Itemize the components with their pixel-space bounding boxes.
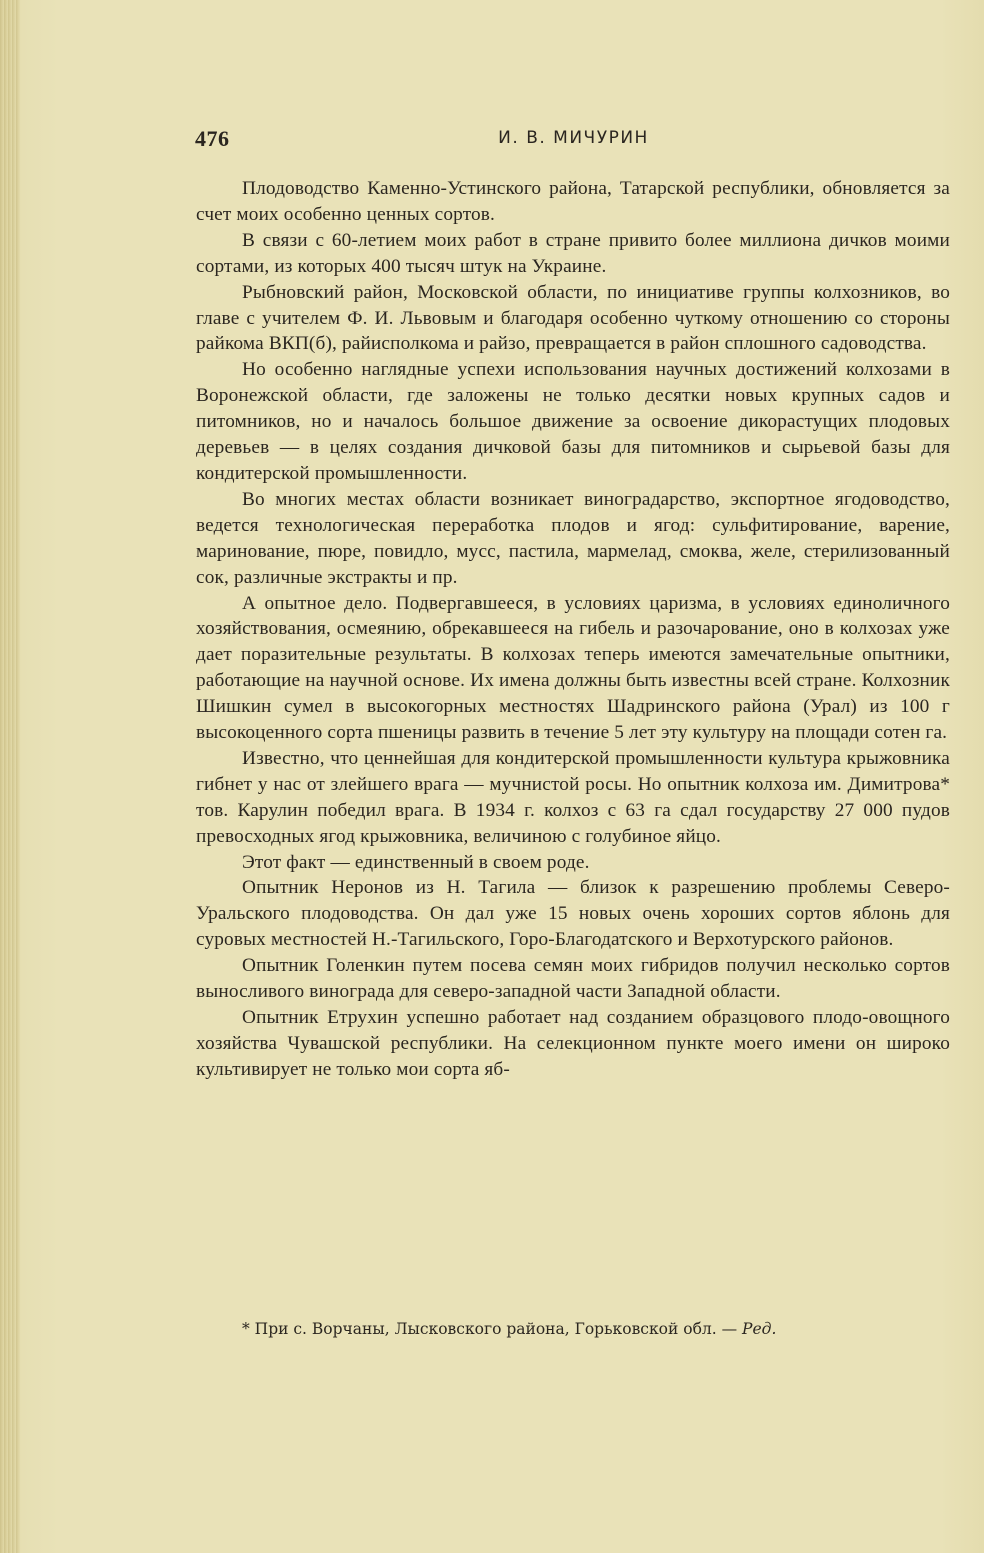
page-header (195, 122, 952, 156)
paragraph: Рыбновский район, Московской области, по инициативе группы колхозников, во главе с учителем Ф. И. Львовым и благодаря особенно чуткому отношению со стороны райкома ВКП(б), райисполкома и райзо, превращается в район сплошного садоводства. (196, 281, 950, 355)
paragraph: Опытник Неронов из Н. Тагила — близок к разрешению проблемы Северо-Уральского плодоводства. Он дал уже 15 новых очень хороших сортов яблонь для суровых местностей Н.-Тагильского, Горо-Благодатского и Верхотурского районов. (196, 877, 950, 951)
paragraph: Во многих местах области возникает виноградарство, экспортное ягодоводство, ведется технологическая переработка плодов и ягод: сульфитирование, варение, маринование, пюре, повидло, мусс, пастила, мармелад, смоква, желе, стерилизованный сок, различные экстракты и пр. (196, 488, 950, 588)
paragraph: Этот факт — единственный в своем роде. (242, 851, 590, 873)
paragraph: А опытное дело. Подвергавшееся, в условиях царизма, в условиях единоличного хозяйствования, осмеянию, обрекавшееся на гибель и разочарование, оно в колхозах уже дает поразительные результаты. В колхозах теперь имеются замечательные опытники, работающие на научной основе. Их имена должны быть известны всей стране. Колхозник Шишкин сумел в высокогорных местностях Шадринского района (Урал) из 100 г высокоценного сорта пшеницы развить в течение 5 лет эту культуру на площади сотен га. (196, 592, 950, 744)
body-text (196, 176, 950, 1083)
footnote (196, 1318, 950, 1340)
page-edge-shadow (0, 0, 20, 1553)
footnote-text: * При с. Ворчаны, Лысковского района, Горьковской обл. — (242, 1320, 743, 1338)
paragraph: Но особенно наглядные успехи использования научных достижений колхозами в Воронежской области, где заложены не только десятки новых крупных садов и питомников, но и началось большое движение за освоение дикорастущих плодовых деревьев — в целях создания дичковой базы для питомников и сырьевой базы для кондитерской промышленности. (196, 359, 950, 484)
paragraph: В связи с 60-летием моих работ в стране привито более миллиона дичков моими сортами, из которых 400 тысяч штук на Украине. (196, 229, 950, 277)
paragraph: Известно, что ценнейшая для кондитерской промышленности культура крыжовника гибнет у нас от злейшего врага — мучнистой росы. Но опытник колхоза им. Димитрова* тов. Карулин победил врага. В 1934 г. колхоз с 63 га сдал государству 27 000 пудов превосходных ягод крыжовника, величиною с голубиное яйцо. (196, 747, 950, 847)
page-number: 476 (195, 126, 230, 151)
paragraph: Опытник Етрухин успешно работает над созданием образцового плодо-овощного хозяйства Чувашской республики. На селекционном пункте моего имени он широко культивирует не только мои сорта яб- (196, 1007, 950, 1080)
paragraph: Опытник Голенкин путем посева семян моих гибридов получил несколько сортов выносливого винограда для северо-западной части Западной области. (196, 955, 950, 1003)
paragraph: Плодоводство Каменно-Устинского района, Татарской республики, обновляется за счет моих особенно ценных сортов. (196, 178, 950, 225)
footnote-editor-mark: Ред. (742, 1320, 777, 1338)
running-title: И. В. МИЧУРИН (498, 128, 649, 148)
